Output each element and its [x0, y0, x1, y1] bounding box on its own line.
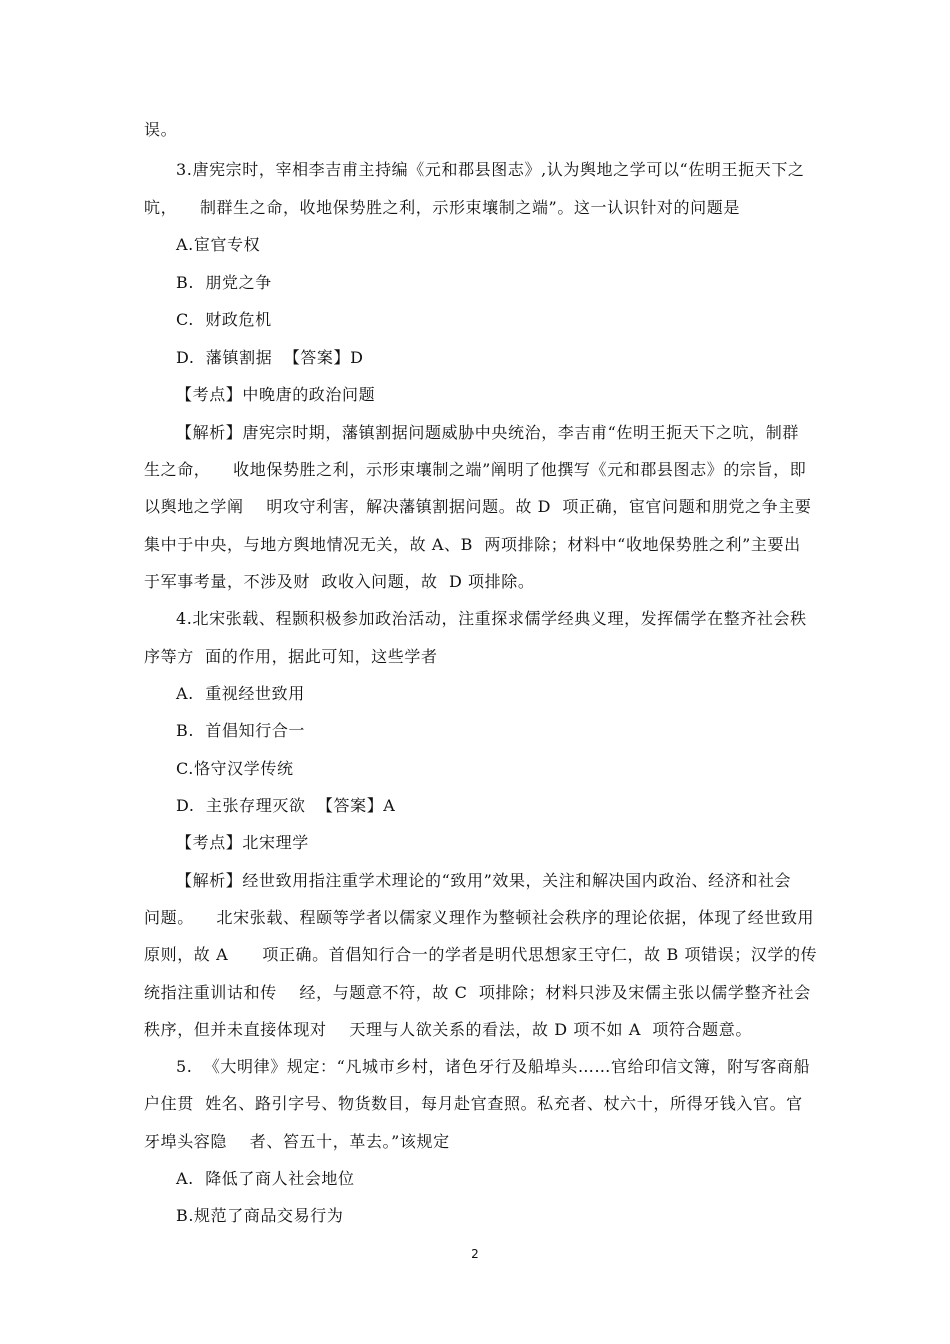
text-line: 问题。 北宋张载、程颐等学者以儒家义理作为整顿社会秩序的理论依据，体现了经世致用	[144, 908, 815, 927]
text-line: 以舆地之学阐 明攻守利害，解决藩镇割据问题。故 D 项正确，宦官问题和朋党之争主要	[144, 497, 812, 516]
option-b: B. 首倡知行合一	[176, 721, 306, 740]
question-5-stem: 5. 《大明律》规定：“凡城市乡村，诸色牙行及船埠头……官给印信文簿，附写客商船	[176, 1057, 811, 1076]
option-c: C. 财政危机	[176, 310, 272, 329]
option-b: B. 朋党之争	[176, 273, 272, 292]
option-b: B.规范了商品交易行为	[176, 1206, 344, 1225]
option-d-answer: D. 主张存理灭欲 【答案】A	[176, 796, 396, 815]
page-number: 2	[471, 1247, 479, 1261]
analysis: 【解析】唐宪宗时期，藩镇割据问题威胁中央统治，李吉甫“佐明王扼天下之吭，制群	[176, 423, 799, 442]
text-line: 集中于中央，与地方舆地情况无关，故 A、B 两项排除；材料中“收地保势胜之利”主要出	[144, 535, 801, 554]
text-line: 误。	[144, 120, 178, 139]
text-line: 秩序，但并未直接体现对 天理与人欲关系的看法，故 D 项不如 A 项符合题意。	[144, 1020, 752, 1039]
text-line: 户住贯 姓名、路引字号、物货数目，每月赴官查照。私充者、杖六十，所得牙钱入官。官	[144, 1094, 803, 1113]
text-line: 于军事考量，不涉及财 政收入问题，故 D 项排除。	[144, 572, 535, 591]
analysis: 【解析】经世致用指注重学术理论的“致用”效果，关注和解决国内政治、经济和社会	[176, 871, 792, 890]
option-a: A.宦官专权	[176, 235, 261, 254]
text-line: 序等方 面的作用，据此可知，这些学者	[144, 647, 438, 666]
option-c: C.恪守汉学传统	[176, 759, 294, 778]
text-line: 吭， 制群生之命，收地保势胜之利，示形束壤制之端”。这一认识针对的问题是	[144, 198, 740, 217]
text-line: 统指注重训诂和传 经，与题意不符，故 C 项排除；材料只涉及宋儒主张以儒学整齐社会	[144, 983, 811, 1002]
option-d-answer: D. 藩镇割据 【答案】D	[176, 348, 364, 367]
key-point: 【考点】中晚唐的政治问题	[176, 385, 376, 404]
option-a: A. 降低了商人社会地位	[176, 1169, 355, 1188]
question-4-stem: 4.北宋张载、程颢积极参加政治活动，注重探求儒学经典义理，发挥儒学在整齐社会秩	[176, 609, 807, 628]
option-a: A. 重视经世致用	[176, 684, 305, 703]
question-3-stem: 3.唐宪宗时，宰相李吉甫主持编《元和郡县图志》,认为舆地之学可以“佐明王扼天下之	[176, 160, 805, 179]
text-line: 牙埠头容隐 者、笞五十，革去。”该规定	[144, 1132, 450, 1151]
text-line: 生之命， 收地保势胜之利，示形束壤制之端”阐明了他撰写《元和郡县图志》的宗旨，即	[144, 460, 807, 479]
text-line: 原则，故 A 项正确。首倡知行合一的学者是明代思想家王守仁，故 B 项错误；汉学的传	[144, 945, 818, 964]
key-point: 【考点】北宋理学	[176, 833, 309, 852]
